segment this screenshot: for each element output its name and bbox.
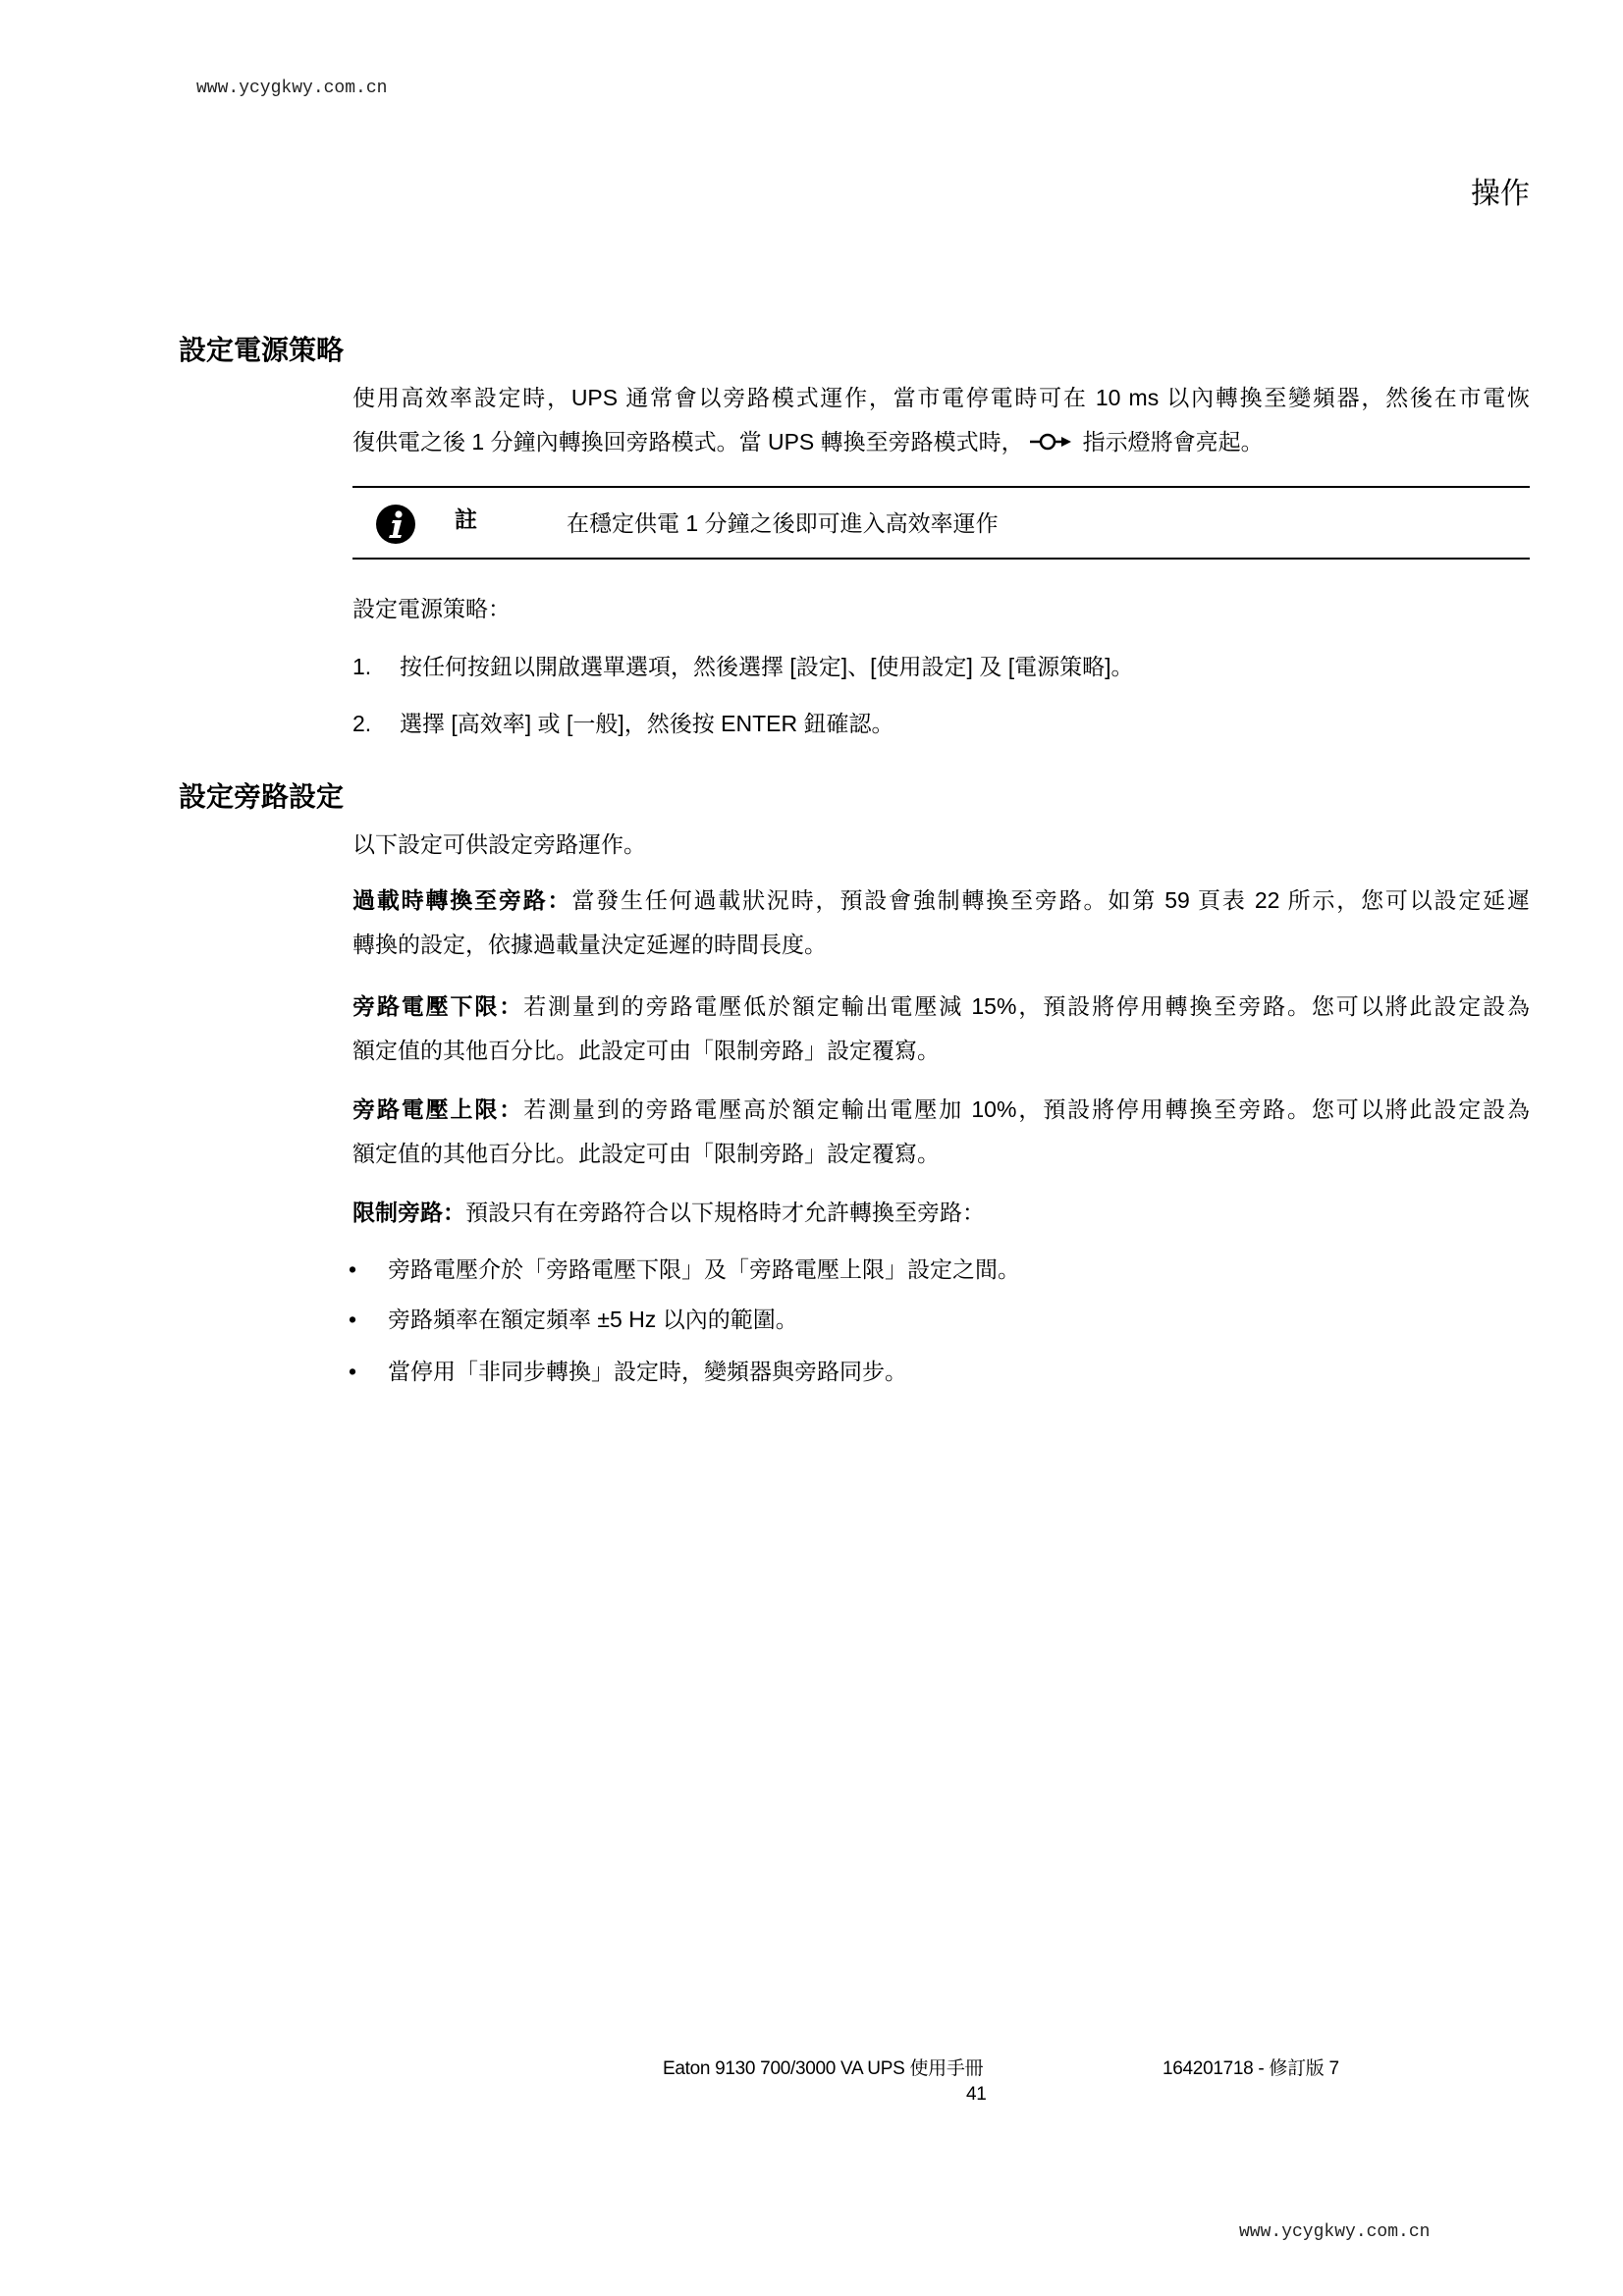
bypass-item-line [352, 1191, 1530, 1235]
note-label: 註 [455, 507, 477, 532]
step-number: 2. [352, 711, 372, 736]
bypass-item-line [352, 879, 1530, 923]
bypass-item-line: 轉換的設定，依據過載量決定延遲的時間長度。 [352, 932, 827, 957]
bypass-item-term: 旁路電壓上限： [352, 1096, 524, 1122]
watermark-bottom: www.ycygkwy.com.cn [1239, 2222, 1431, 2242]
chapter-title: 操作 [1471, 178, 1530, 210]
watermark-top: www.ycygkwy.com.cn [196, 79, 388, 98]
bypass-item-text: 若測量到的旁路電壓低於額定輸出電壓減 15%，預設將停用轉換至旁路。您可以將此設定設為 [523, 993, 1530, 1019]
list-item-text: 旁路頻率在額定頻率 ±5 Hz 以內的範圍。 [388, 1307, 798, 1332]
bullet-marker: • [349, 1307, 357, 1332]
bypass-item-text: 當發生任何過載狀況時，預設會強制轉換至旁路。如第 59 頁表 22 所示，您可以設定延遲 [571, 887, 1531, 913]
intro-line-2-suffix: 指示燈將會亮起。 [1082, 429, 1264, 454]
bypass-item-line: 額定值的其他百分比。此設定可由「限制旁路」設定覆寫。 [352, 1038, 940, 1063]
bypass-item-term: 旁路電壓下限： [352, 993, 524, 1019]
bypass-item-restrict [352, 1191, 1530, 1235]
steps-intro: 設定電源策略： [352, 596, 511, 621]
bypass-intro: 以下設定可供設定旁路運作。 [352, 831, 646, 857]
list-item [349, 1248, 1530, 1292]
bypass-item-line [352, 1088, 1530, 1132]
step-item [352, 702, 1530, 746]
footer-revision: 164201718 - 修訂版 7 [1163, 2058, 1339, 2079]
bypass-indicator-icon [1030, 431, 1073, 453]
list-item [349, 1350, 1530, 1394]
bypass-item-text: 預設只有在旁路符合以下規格時才允許轉換至旁路： [465, 1200, 985, 1225]
bypass-item-overload [352, 879, 1530, 967]
bullet-marker: • [349, 1359, 357, 1384]
note-box [352, 486, 1530, 560]
bypass-item-term: 限制旁路： [352, 1200, 465, 1225]
step-text: 選擇 [高效率] 或 [一般]，然後按 ENTER 鈕確認。 [400, 711, 894, 736]
intro-line-2 [352, 420, 1530, 464]
section-heading-power-strategy: 設定電源策略 [179, 335, 345, 365]
list-item-text: 旁路電壓介於「旁路電壓下限」及「旁路電壓上限」設定之間。 [388, 1256, 1020, 1282]
intro-line-2-text: 復供電之後 1 分鐘內轉換回旁路模式。當 UPS 轉換至旁路模式時， [352, 429, 1024, 454]
intro-line-1: 使用高效率設定時，UPS 通常會以旁路模式運作，當市電停電時可在 10 ms 以內轉換至變頻器，然後在市電恢 [352, 385, 1530, 410]
bypass-item-voltage-low [352, 985, 1530, 1073]
bypass-item-text: 若測量到的旁路電壓高於額定輸出電壓加 10%，預設將停用轉換至旁路。您可以將此設定設為 [523, 1096, 1530, 1122]
bypass-item-voltage-high [352, 1088, 1530, 1176]
info-icon [376, 505, 415, 544]
bypass-item-line: 額定值的其他百分比。此設定可由「限制旁路」設定覆寫。 [352, 1141, 940, 1166]
page-number: 41 [966, 2084, 987, 2105]
list-item-text: 當停用「非同步轉換」設定時，變頻器與旁路同步。 [388, 1359, 907, 1384]
bypass-item-line [352, 985, 1530, 1029]
footer-manual-title: Eaton 9130 700/3000 VA UPS 使用手冊 [663, 2058, 984, 2079]
section-heading-bypass-settings: 設定旁路設定 [179, 781, 345, 812]
bullet-marker: • [349, 1256, 357, 1282]
note-text: 在穩定供電 1 分鐘之後即可進入高效率運作 [567, 510, 999, 536]
step-text: 按任何按鈕以開啟選單選項，然後選擇 [設定]、[使用設定] 及 [電源策略]。 [400, 654, 1134, 679]
step-item [352, 645, 1530, 689]
step-number: 1. [352, 654, 372, 679]
bypass-item-term: 過載時轉換至旁路： [352, 887, 572, 913]
list-item [349, 1298, 1530, 1342]
power-strategy-intro [352, 376, 1530, 464]
